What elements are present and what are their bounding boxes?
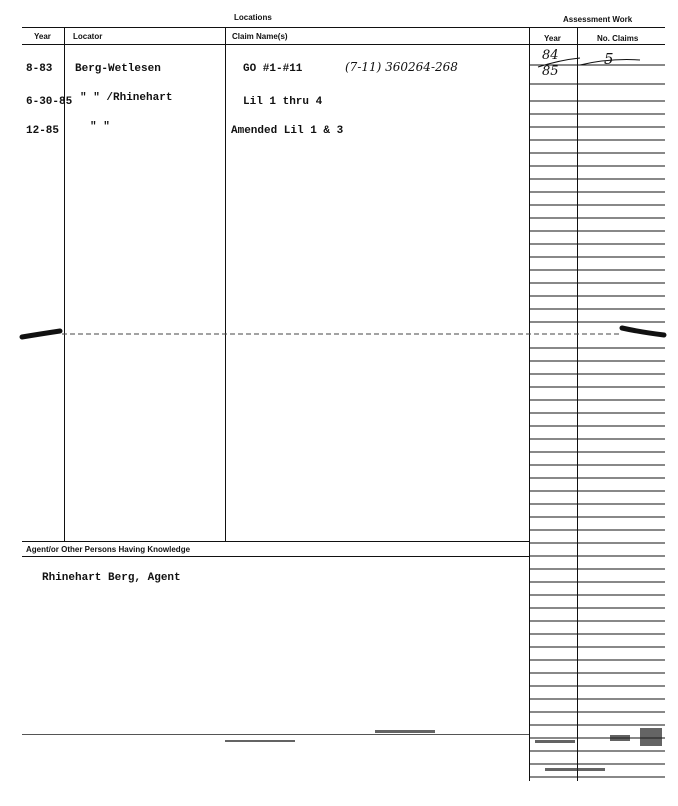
row3-claims: Amended Lil 1 & 3 <box>231 125 344 137</box>
assessment-work-header: Assessment Work <box>563 15 633 24</box>
claim-names-column-header: Claim Name(s) <box>232 32 288 41</box>
row1-claims-note: (7-11) 360264-268 <box>345 60 458 74</box>
row2-claims: Lil 1 thru 4 <box>243 96 323 108</box>
row3-locator: " " <box>90 121 110 133</box>
no-claims-column-header: No. Claims <box>597 34 639 43</box>
agent-name: Rhinehart Berg, Agent <box>42 572 181 584</box>
assessment-claims-count: 5 <box>604 50 614 68</box>
agent-section-top-rule <box>22 541 529 542</box>
agent-section-bottom-rule <box>22 734 529 735</box>
row2-locator: " " /Rhinehart <box>80 92 173 104</box>
year-column-header: Year <box>34 32 51 41</box>
locator-column-header: Locator <box>73 32 103 41</box>
row1-year: 8-83 <box>26 63 53 75</box>
locations-header: Locations <box>234 13 272 22</box>
row3-year: 12-85 <box>26 125 60 137</box>
row2-year: 6-30-85 <box>26 96 73 108</box>
row1-locator: Berg-Wetlesen <box>75 63 161 75</box>
assessment-year-84: 84 <box>542 48 559 63</box>
agent-section-header-rule <box>22 556 529 557</box>
assessment-year-85: 85 <box>542 64 559 79</box>
agent-section-header: Agent/or Other Persons Having Knowledge <box>26 545 191 554</box>
assessment-year-column-header: Year <box>544 34 561 43</box>
row1-claims: GO #1-#11 <box>243 63 303 75</box>
